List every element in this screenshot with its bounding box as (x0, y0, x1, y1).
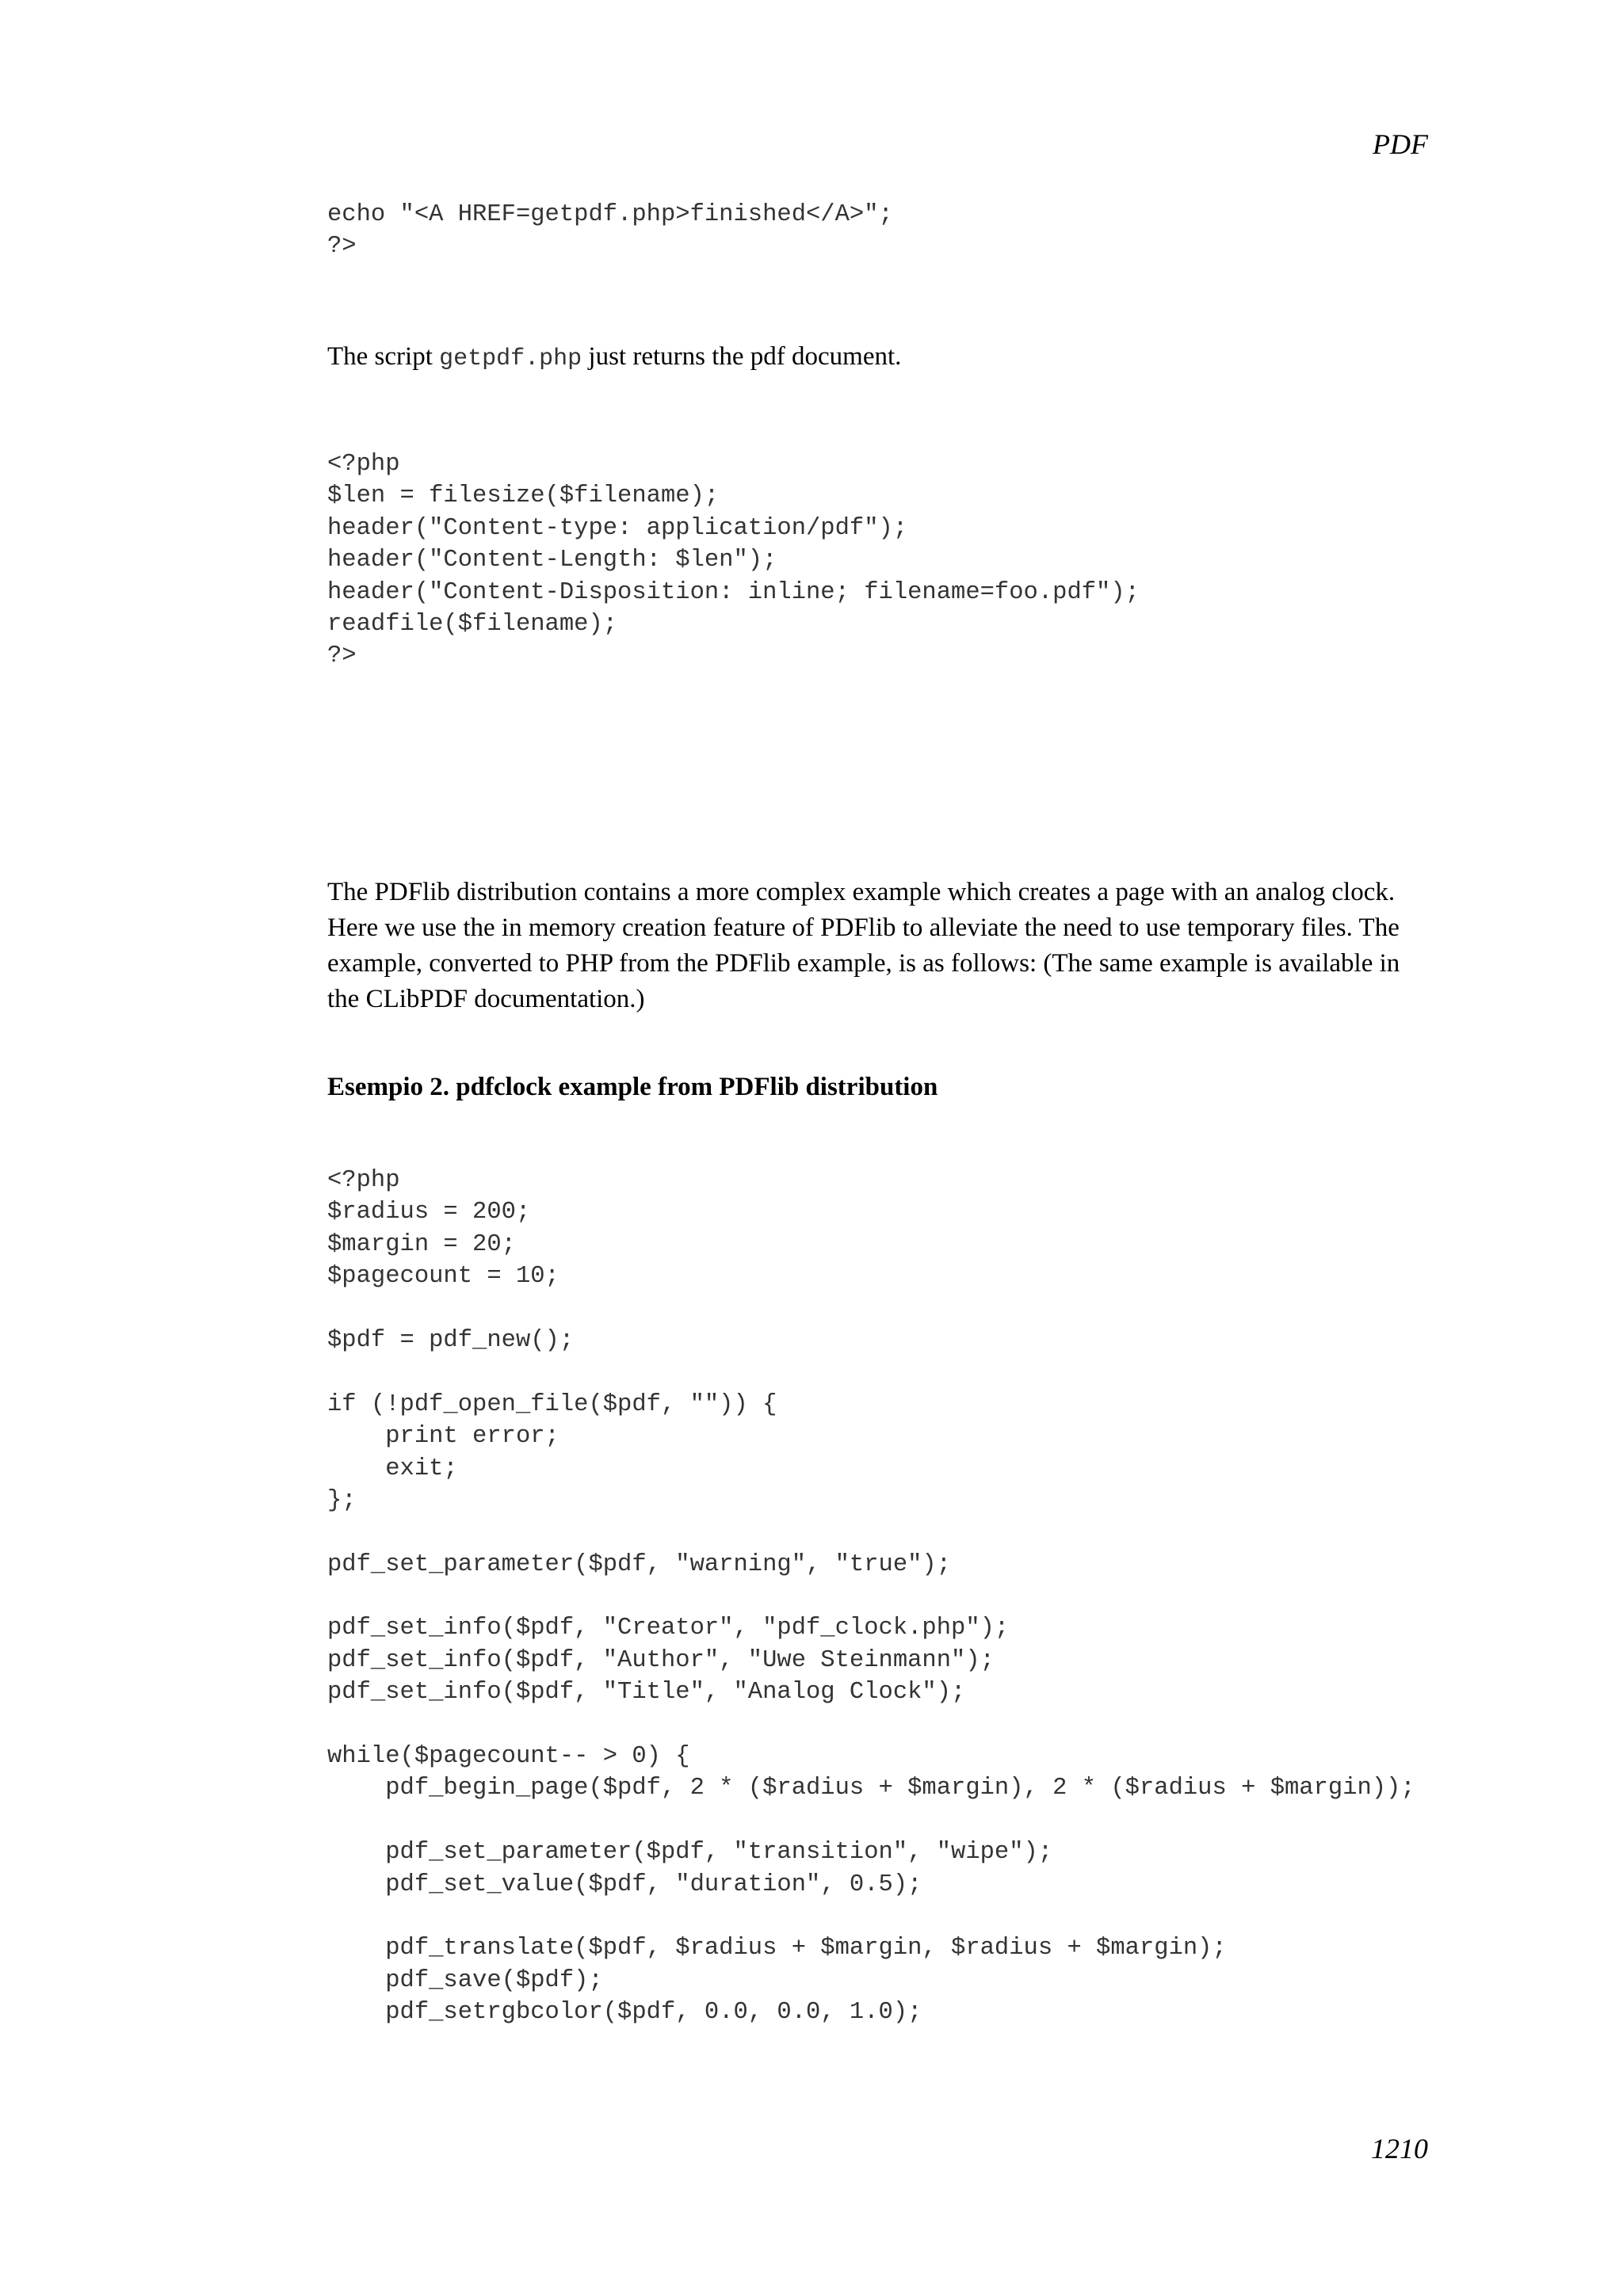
code-line: pdf_set_parameter($pdf, "transition", "wipe"); (327, 1839, 1053, 1867)
code-line: $len = filesize($filename); (327, 482, 720, 510)
code-line: pdf_save($pdf); (327, 1966, 603, 1994)
code-line: pdf_begin_page($pdf, 2 * ($radius + $margin), 2 * ($radius + $margin)); (327, 1775, 1415, 1802)
code-block-echo (327, 199, 893, 263)
code-line: pdf_set_info($pdf, "Creator", "pdf_clock.php"); (327, 1615, 1010, 1642)
code-line: pdf_set_info($pdf, "Title", "Analog Clock"); (327, 1679, 966, 1707)
code-line (327, 1805, 1415, 1836)
code-line: pdf_translate($pdf, $radius + $margin, $radius + $margin); (327, 1935, 1227, 1962)
inline-code-filename: getpdf.php (439, 345, 582, 372)
code-line: $radius = 200; (327, 1199, 531, 1226)
page-number: 1210 (1371, 2133, 1428, 2164)
code-line: header("Content-Disposition: inline; filename=foo.pdf"); (327, 578, 1140, 606)
code-line (327, 1516, 1415, 1548)
code-line: $pagecount = 10; (327, 1263, 559, 1291)
paragraph-text: The script (327, 342, 440, 371)
code-line: pdf_set_value($pdf, "duration", 0.5); (327, 1871, 922, 1898)
code-line (327, 1709, 1415, 1741)
page-header-title: PDF (1373, 128, 1428, 160)
code-line: while($pagecount-- > 0) { (327, 1743, 690, 1771)
code-line: echo "<A HREF=getpdf.php>finished</A>"; (327, 201, 893, 228)
example-title: Esempio 2. pdfclock example from PDFlib distribution (327, 1073, 938, 1101)
code-line (327, 1293, 1415, 1325)
code-line: <?php (327, 451, 400, 478)
code-line (327, 1901, 1415, 1932)
code-line: header("Content-type: application/pdf"); (327, 514, 908, 542)
code-block-pdfclock (327, 1165, 1415, 2029)
code-line: pdf_set_info($pdf, "Author", "Uwe Steinmann"); (327, 1646, 995, 1674)
code-line: readfile($filename); (327, 610, 618, 638)
code-line (327, 1356, 1415, 1388)
code-line (327, 1581, 1415, 1612)
paragraph-text: just returns the pdf document. (582, 342, 902, 371)
code-line: exit; (327, 1455, 458, 1482)
code-line: ?> (327, 643, 357, 670)
code-line: $pdf = pdf_new(); (327, 1326, 575, 1354)
paragraph-getpdf (327, 339, 1437, 377)
code-block-getpdf (327, 448, 1140, 673)
code-line: <?php (327, 1167, 400, 1194)
code-line: }; (327, 1486, 357, 1514)
code-line: if (!pdf_open_file($pdf, "")) { (327, 1390, 777, 1418)
code-line: pdf_setrgbcolor($pdf, 0.0, 0.0, 1.0); (327, 1999, 922, 2027)
code-line: $margin = 20; (327, 1230, 516, 1258)
code-line: ?> (327, 233, 357, 261)
code-line: pdf_set_parameter($pdf, "warning", "true"); (327, 1550, 952, 1578)
paragraph-pdflib-intro: The PDFlib distribution contains a more complex example which creates a page with an analog clock. Here we use the in memory creation feature of PDFlib to alleviate the need to use temporary files. The example, converted to PHP from the PDFlib example, is as follows: (The same example is available in the CLibPDF documentation.) (327, 878, 1400, 1013)
code-line: print error; (327, 1423, 559, 1451)
code-line: header("Content-Length: $len"); (327, 547, 777, 574)
